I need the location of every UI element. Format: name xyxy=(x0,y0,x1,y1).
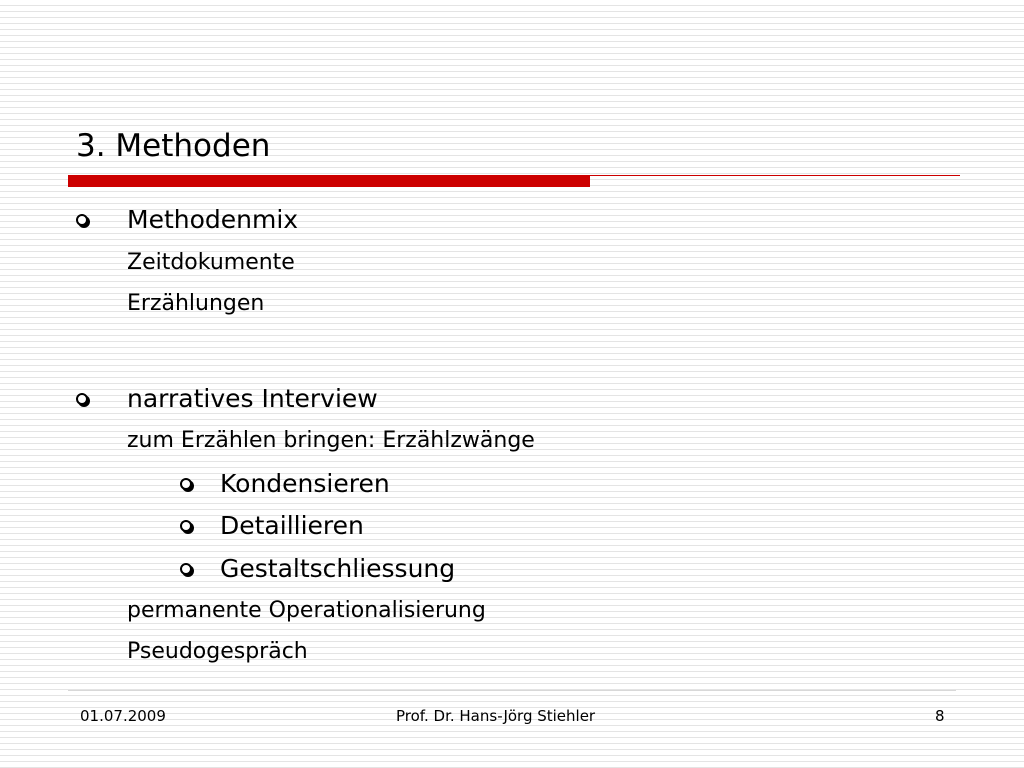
bullet-icon xyxy=(180,520,192,532)
footer-author: Prof. Dr. Hans-Jörg Stiehler xyxy=(396,707,596,725)
bullet-icon xyxy=(76,393,88,405)
section-item-erzaehlungen: Erzählungen xyxy=(127,291,265,316)
slide-title: 3. Methoden xyxy=(76,128,271,164)
footer-date: 01.07.2009 xyxy=(80,707,166,725)
title-underline-thick xyxy=(68,175,590,187)
title-underline-thin xyxy=(590,175,960,176)
section-item-operationalisierung: permanente Operationalisierung xyxy=(127,598,486,623)
subbullet-detaillieren: Detaillieren xyxy=(220,511,364,540)
section-item-pseudogespraech: Pseudogespräch xyxy=(127,639,308,664)
bullet-icon xyxy=(76,214,88,226)
section-item-erzaehlzwaenge: zum Erzählen bringen: Erzählzwänge xyxy=(127,428,535,453)
footer-divider xyxy=(68,690,956,691)
section-heading-methodenmix: Methodenmix xyxy=(127,205,299,234)
section-item-zeitdokumente: Zeitdokumente xyxy=(127,250,295,275)
bullet-icon xyxy=(180,478,192,490)
section-heading-narratives-interview: narratives Interview xyxy=(127,384,378,413)
bullet-icon xyxy=(180,563,192,575)
subbullet-kondensieren: Kondensieren xyxy=(220,469,390,498)
footer-page-number: 8 xyxy=(935,707,945,725)
subbullet-gestaltschliessung: Gestaltschliessung xyxy=(220,554,456,583)
